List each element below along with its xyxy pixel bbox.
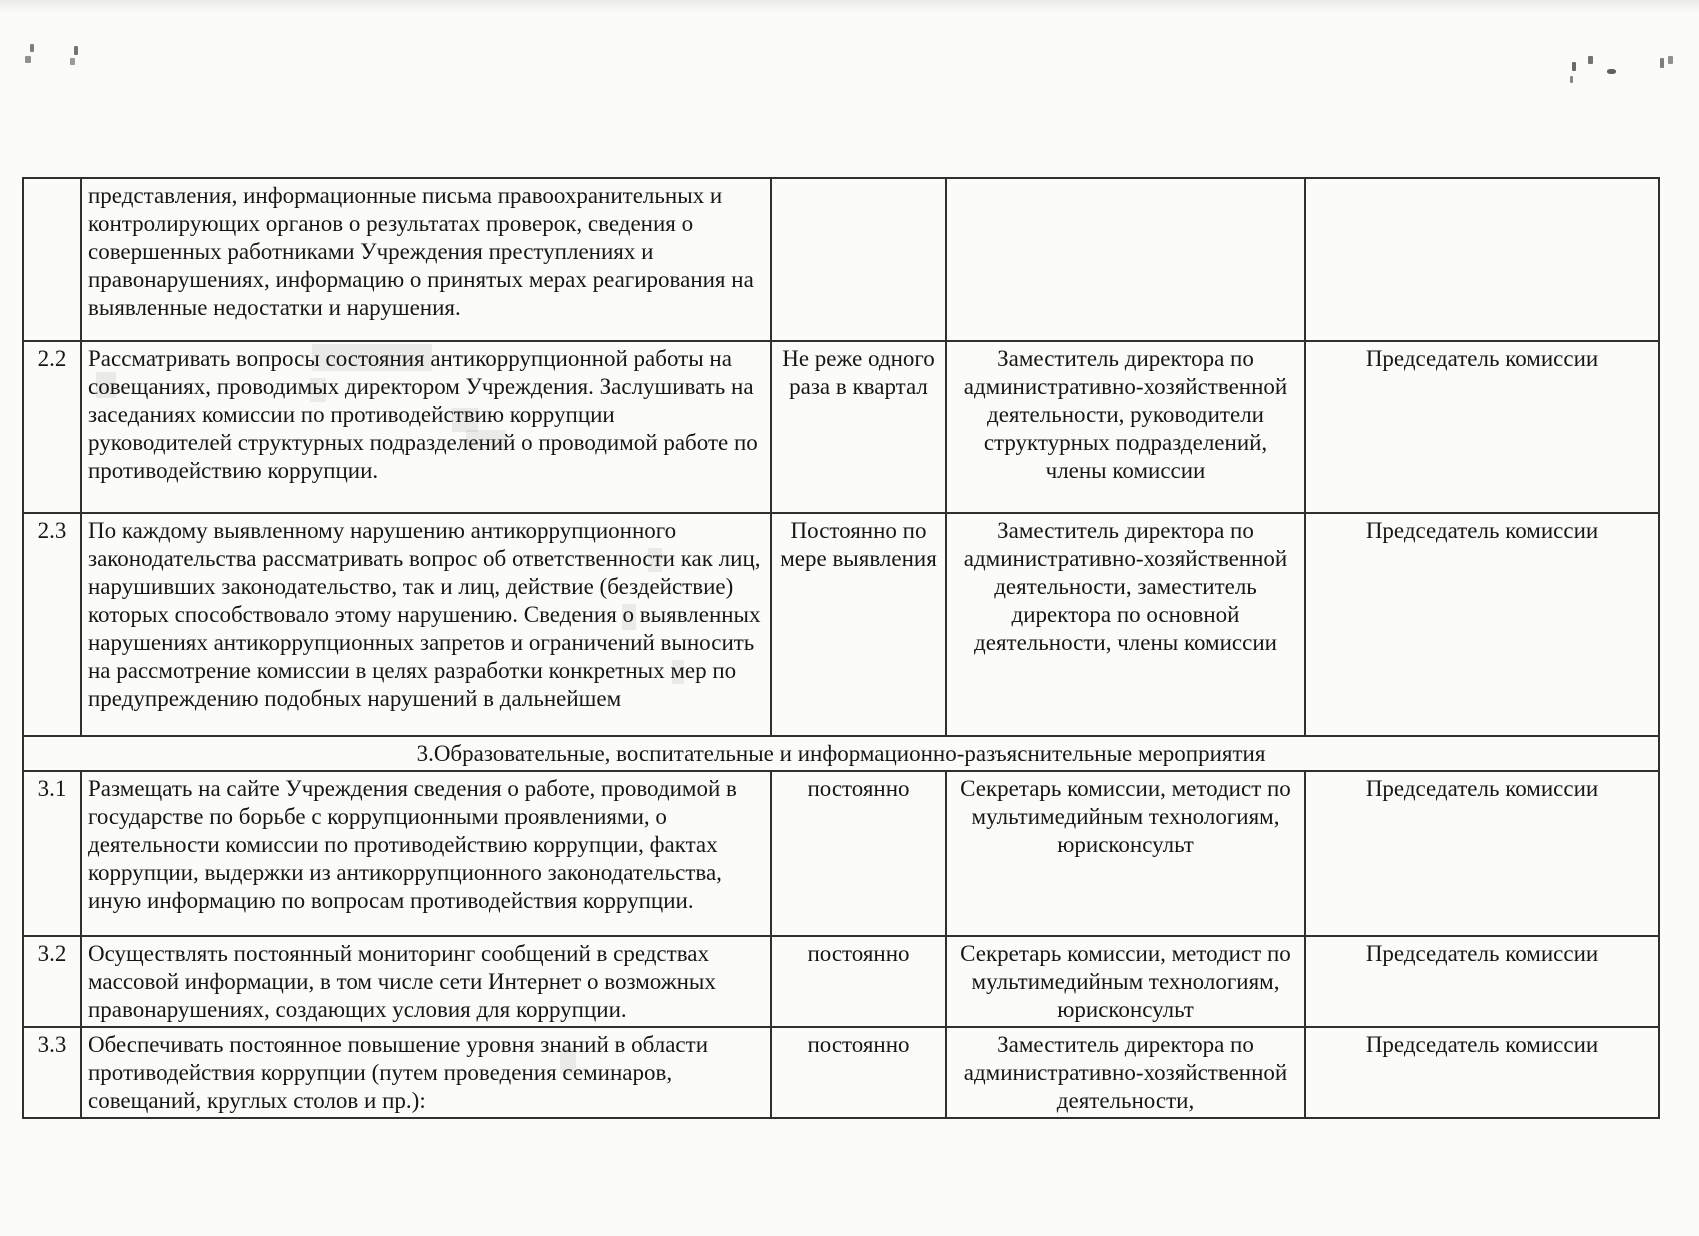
scan-speckle	[70, 58, 75, 65]
scan-speckle	[1668, 56, 1673, 64]
cell-measure: Размещать на сайте Учреждения сведения о работе, проводимой в государстве по борьбе с коррупционными проявлениями, о деятельности комиссии по противодействию коррупции, фактах коррупции, выдержки из антикоррупционного законодательства, иную информацию по вопросам противодействия коррупции.	[81, 771, 771, 936]
table-row-continuation	[23, 178, 1659, 341]
scan-noise-band	[0, 0, 1699, 14]
section-header-title: 3.Образовательные, воспитательные и информационно-разъяснительные мероприятия	[23, 736, 1659, 771]
cell-responsible: Секретарь комиссии, методист по мультимедийным технологиям, юрисконсульт	[946, 771, 1305, 936]
table-row-2-3	[23, 513, 1659, 736]
cell-number: 2.3	[23, 513, 81, 736]
cell-number: 2.2	[23, 341, 81, 513]
cell-period: постоянно	[771, 936, 946, 1027]
table-row-3-1	[23, 771, 1659, 936]
cell-measure: Рассматривать вопросы состояния антикоррупционной работы на совещаниях, проводимых директором Учреждения. Заслушивать на заседаниях комиссии по противодействию коррупции руководителей структурных подразделений о проводимой работе по противодействию коррупции.	[81, 341, 771, 513]
cell-control: Председатель комиссии	[1305, 341, 1659, 513]
cell-period: постоянно	[771, 1027, 946, 1118]
section-header-row	[23, 736, 1659, 771]
cell-number: 3.2	[23, 936, 81, 1027]
cell-control	[1305, 178, 1659, 341]
cell-period	[771, 178, 946, 341]
cell-measure: представления, информационные письма правоохранительных и контролирующих органов о результатах проверок, сведения о совершенных работниками Учреждения преступлениях и правонарушениях, информацию о принятых мерах реагирования на выявленные недостатки и нарушения.	[81, 178, 771, 341]
cell-number	[23, 178, 81, 341]
cell-number: 3.1	[23, 771, 81, 936]
cell-responsible: Заместитель директора по административно-хозяйственной деятельности,	[946, 1027, 1305, 1118]
scan-speckle	[1588, 56, 1593, 64]
scan-speckle	[1660, 58, 1664, 68]
table-row-3-3	[23, 1027, 1659, 1118]
table-row-3-2	[23, 936, 1659, 1027]
cell-control: Председатель комиссии	[1305, 1027, 1659, 1118]
scan-speckle	[1570, 76, 1573, 83]
cell-control: Председатель комиссии	[1305, 513, 1659, 736]
table-row-2-2	[23, 341, 1659, 513]
cell-period: постоянно	[771, 771, 946, 936]
cell-control: Председатель комиссии	[1305, 771, 1659, 936]
anticorruption-plan-table	[22, 177, 1660, 1119]
scan-speckle	[1607, 69, 1616, 74]
scan-speckle	[74, 46, 78, 55]
cell-measure: По каждому выявленному нарушению антикоррупционного законодательства рассматривать вопрос об ответственности как лиц, нарушивших законодательство, так и лиц, действие (бездействие) которых способствовало этому нарушению. Сведения о выявленных нарушениях антикоррупционных запретов и ограничений выносить на рассмотрение комиссии в целях разработки конкретных мер по предупреждению подобных нарушений в дальнейшем	[81, 513, 771, 736]
cell-responsible: Секретарь комиссии, методист по мультимедийным технологиям, юрисконсульт	[946, 936, 1305, 1027]
cell-period: Не реже одного раза в квартал	[771, 341, 946, 513]
scan-speckle	[25, 56, 31, 63]
scan-speckle	[1572, 62, 1576, 71]
cell-measure: Осуществлять постоянный мониторинг сообщений в средствах массовой информации, в том числе сети Интернет о возможных правонарушениях, создающих условия для коррупции.	[81, 936, 771, 1027]
cell-period: Постоянно по мере выявления	[771, 513, 946, 736]
cell-number: 3.3	[23, 1027, 81, 1118]
scan-speckle	[30, 44, 34, 52]
cell-measure: Обеспечивать постоянное повышение уровня знаний в области противодействия коррупции (путем проведения семинаров, совещаний, круглых столов и пр.):	[81, 1027, 771, 1118]
cell-responsible: Заместитель директора по административно-хозяйственной деятельности, руководители структурных подразделений, члены комиссии	[946, 341, 1305, 513]
cell-responsible: Заместитель директора по административно-хозяйственной деятельности, заместитель директора по основной деятельности, члены комиссии	[946, 513, 1305, 736]
cell-control: Председатель комиссии	[1305, 936, 1659, 1027]
cell-responsible	[946, 178, 1305, 341]
